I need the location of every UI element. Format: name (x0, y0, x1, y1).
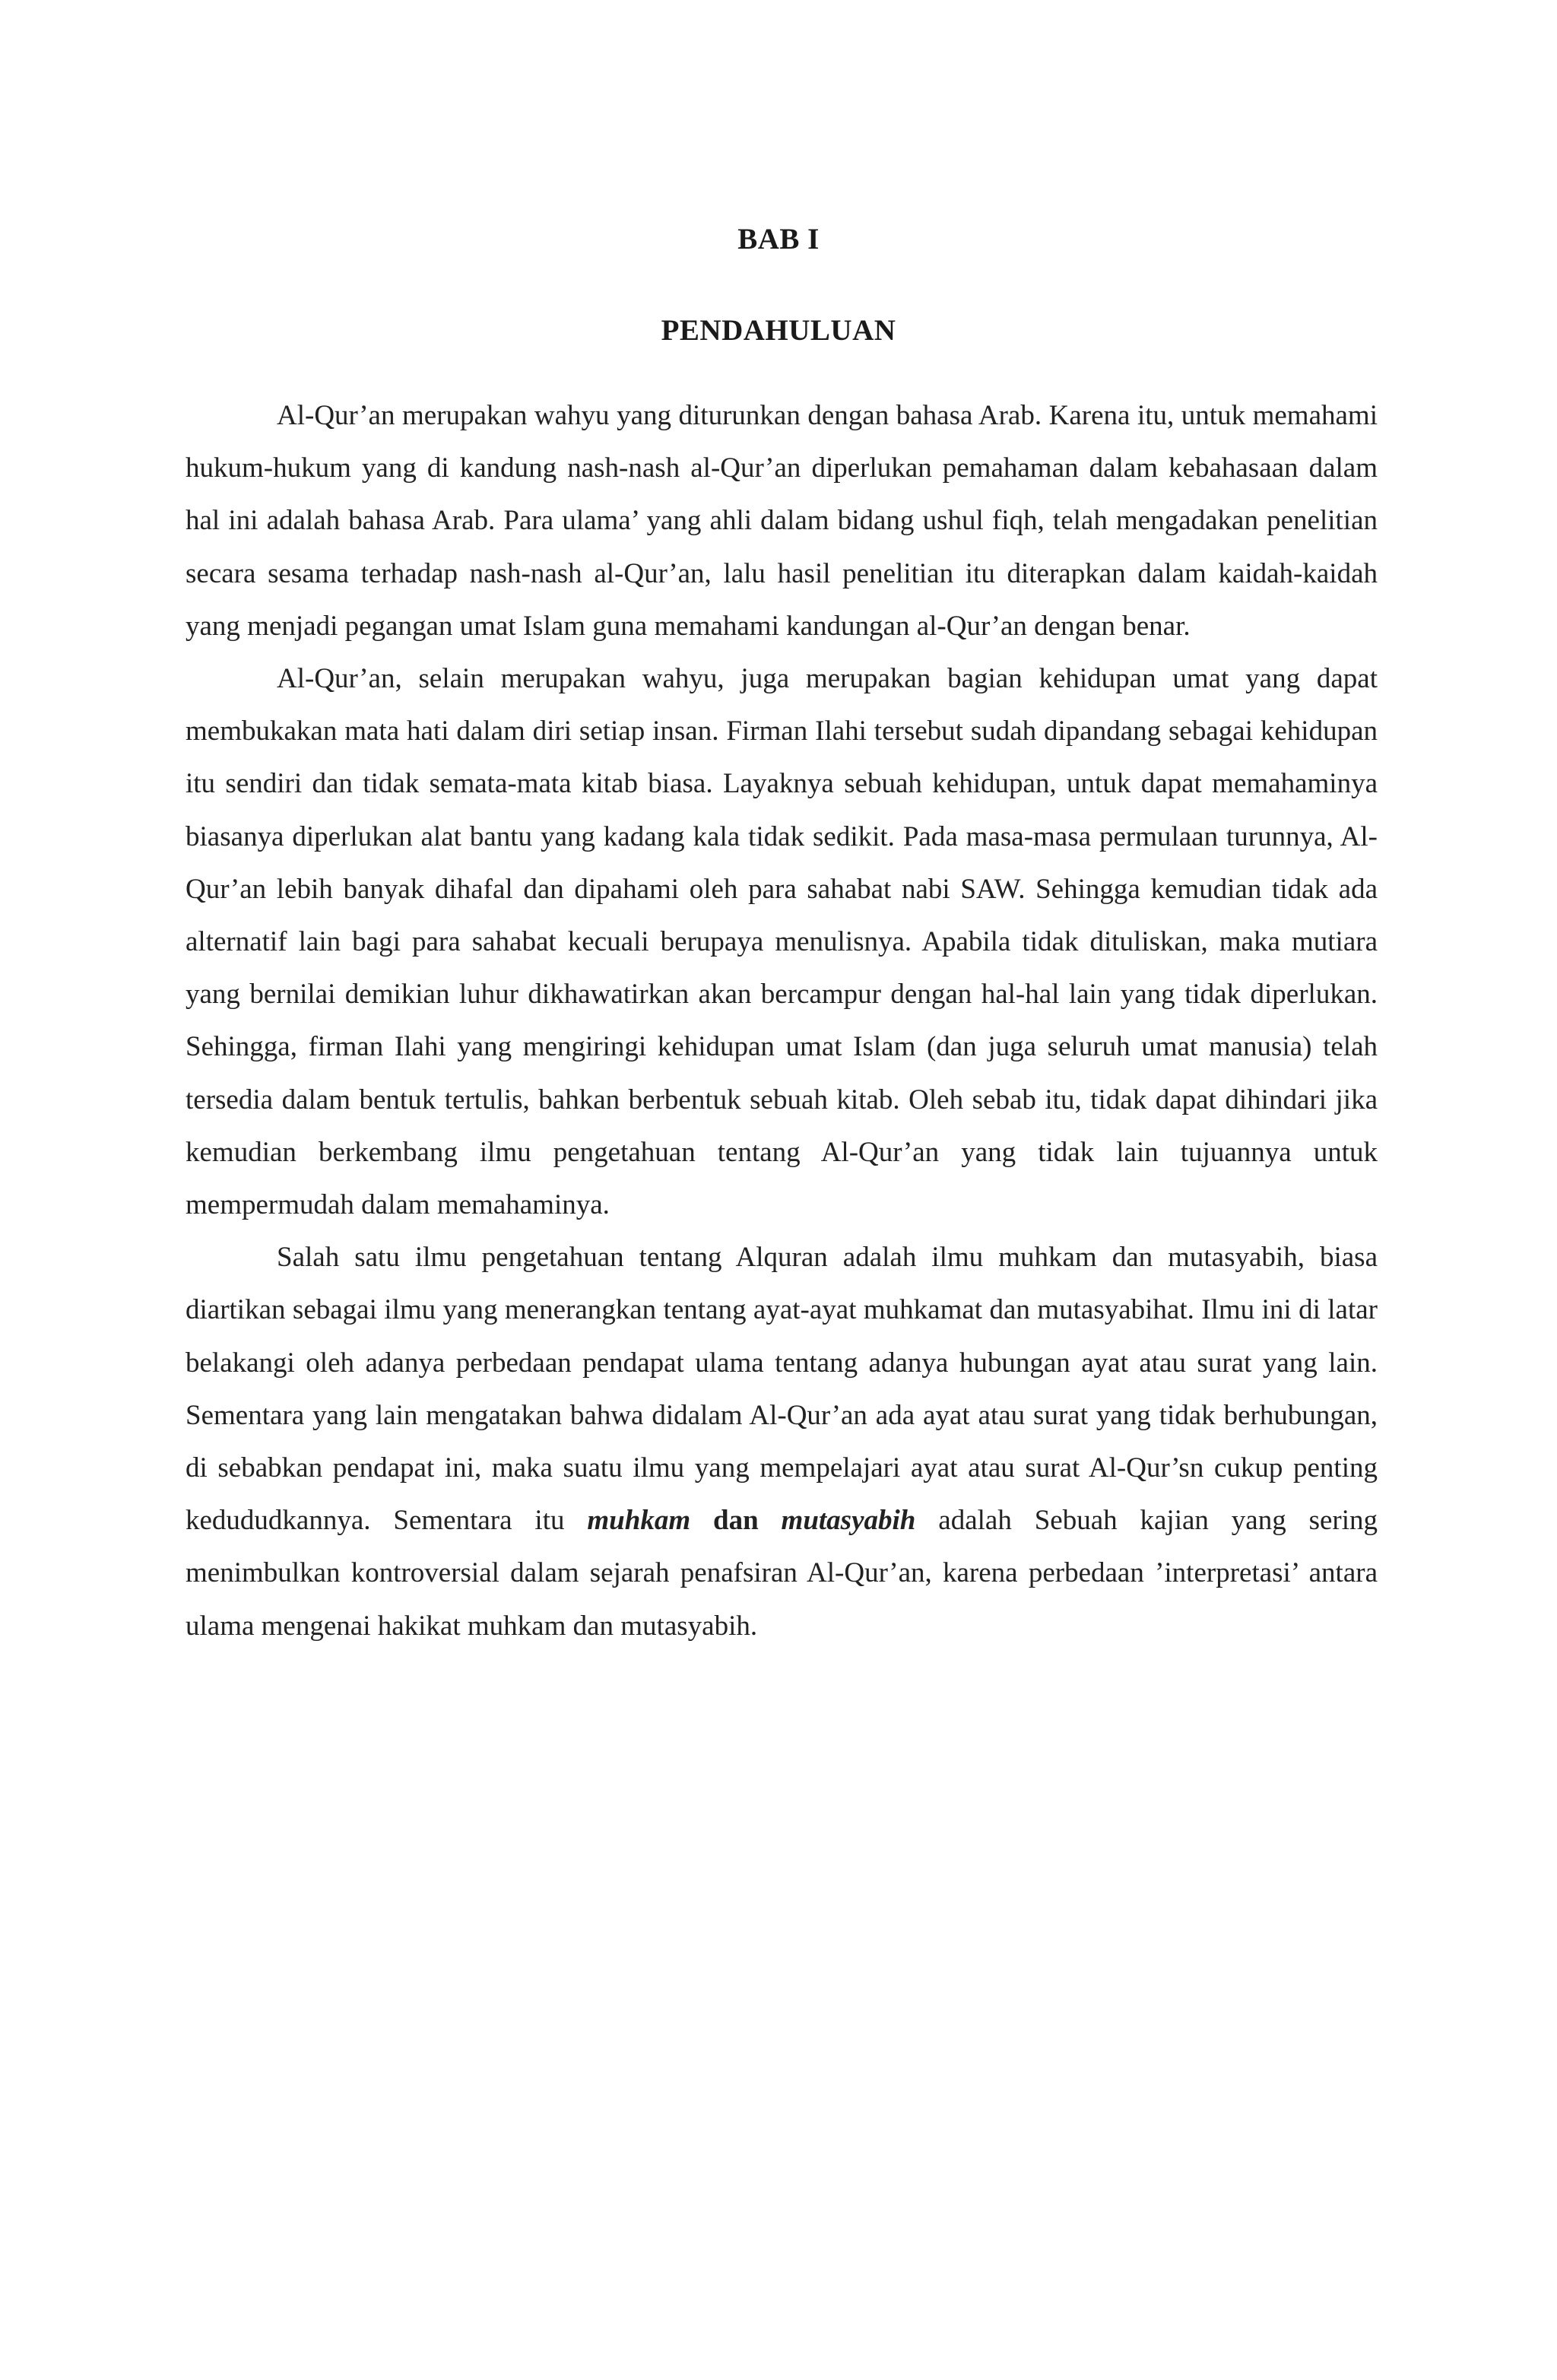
paragraph-1: Al-Qur’an merupakan wahyu yang diturunkan dengan bahasa Arab. Karena itu, untuk memahami hukum-hukum yang di kandung nash-nash al-Qur’an diperlukan pemahaman dalam kebahasaan dalam hal ini adalah bahasa Arab. Para ulama’ yang ahli dalam bidang ushul fiqh, telah mengadakan penelitian secara sesama terhadap nash-nash al-Qur’an, lalu hasil penelitian itu diterapkan dalam kaidah-kaidah yang menjadi pegangan umat Islam guna memahami kandungan al-Qur’an dengan benar. (186, 400, 1378, 642)
paragraph-3-lead: Salah satu ilmu pengetahuan tentang Alquran adalah ilmu muhkam dan mutasyabih, biasa diartikan sebagai ilmu yang menerangkan tentang ayat-ayat muhkamat dan mutasyabihat. Ilmu ini di latar belakangi oleh adanya perbedaan pendapat ulama tentang adanya hubungan ayat atau surat yang lain. Sementara yang lain mengatakan bahwa didalam Al-Qur’an ada ayat atau surat yang tidak berhubungan, di sebabkan pendapat ini, maka suatu ilmu yang mempelajari ayat atau surat Al-Qur’sn cukup penting kedududkannya. Sementara itu (186, 1242, 1378, 1537)
paragraph-2: Al-Qur’an, selain merupakan wahyu, juga merupakan bagian kehidupan umat yang dapat membukakan mata hati dalam diri setiap insan. Firman Ilahi tersebut sudah dipandang sebagai kehidupan itu sendiri dan tidak semata-mata kitab biasa. Layaknya sebuah kehidupan, untuk dapat memahaminya biasanya diperlukan alat bantu yang kadang kala tidak sedikit. Pada masa-masa permulaan turunnya, Al-Qur’an lebih banyak dihafal dan dipahami oleh para sahabat nabi SAW. Sehingga kemudian tidak ada alternatif lain bagi para sahabat kecuali berupaya menulisnya. Apabila tidak dituliskan, maka mutiara yang bernilai demikian luhur dikhawatirkan akan bercampur dengan hal-hal lain yang tidak diperlukan. Sehingga, firman Ilahi yang mengiringi kehidupan umat Islam (dan juga seluruh umat manusia) telah tersedia dalam bentuk tertulis, bahkan berbentuk sebuah kitab. Oleh sebab itu, tidak dapat dihindari jika kemudian berkembang ilmu pengetahuan tentang Al-Qur’an yang tidak lain tujuannya untuk mempermudah dalam memahaminya. (186, 663, 1378, 1221)
term-joiner: dan (713, 1505, 759, 1537)
body-text (186, 389, 1378, 1652)
term-mutasyabih: mutasyabih (781, 1505, 916, 1537)
paragraph-3-tail: adalah Sebuah kajian yang sering menimbulkan kontroversial dalam sejarah penafsiran Al-Qur’an, karena perbedaan ’interpretasi’ antara ulama mengenai hakikat muhkam dan mutasyabih. (186, 1505, 1378, 1642)
chapter-label: BAB I (737, 223, 820, 255)
paragraph-3 (186, 1231, 1378, 1652)
chapter-title: PENDAHULUAN (661, 314, 896, 347)
term-muhkam: muhkam (587, 1505, 691, 1537)
